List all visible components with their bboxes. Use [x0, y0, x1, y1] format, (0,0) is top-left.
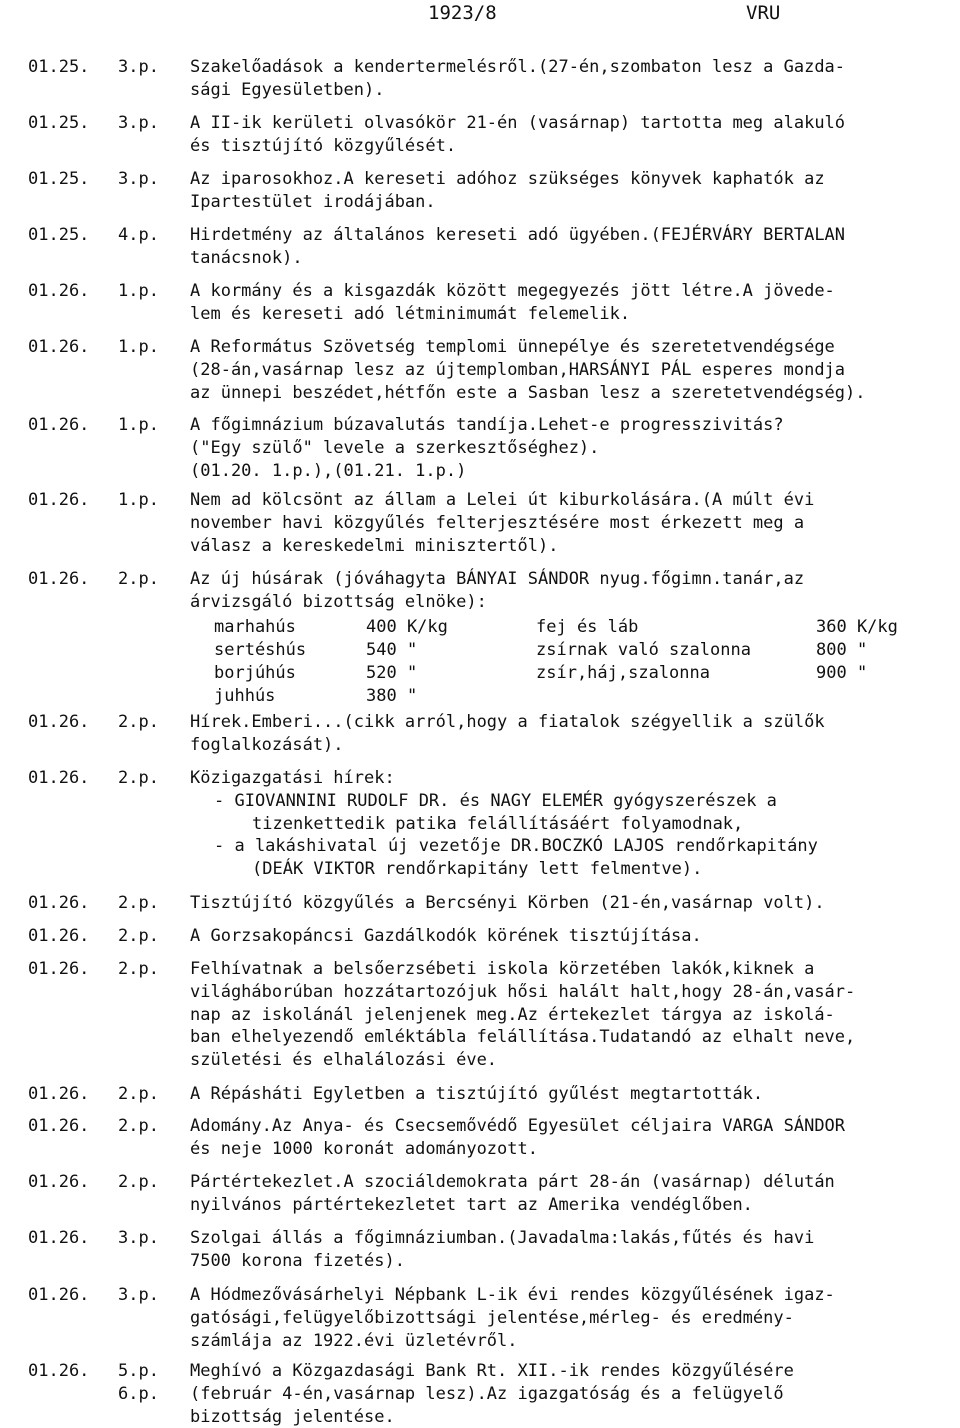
- entry-line: A főgimnázium búzavalutás tandíja.Lehet-e progresszivitás?: [190, 415, 784, 435]
- entry-page: 1.p.: [118, 281, 159, 301]
- entry-date: 01.26.: [28, 337, 90, 357]
- entry-page: 2.p.: [118, 1116, 159, 1136]
- entry-line: A Hódmezővásárhelyi Népbank L-ik évi rendes közgyűlésének igaz-: [190, 1285, 835, 1305]
- entry-date: 01.25.: [28, 169, 90, 189]
- entry-text: [190, 925, 956, 948]
- entry-text: [190, 1083, 956, 1106]
- entry-line: A kormány és a kisgazdák között megegyezés jött létre.A jövede-: [190, 281, 835, 301]
- entry-page: 2.p.: [118, 926, 159, 946]
- entry-line: válasz a kereskedelmi minisztertől).: [190, 535, 559, 556]
- entry-text: [190, 767, 956, 881]
- price-item: fej és láb: [536, 616, 639, 637]
- entry-line: és tisztújító közgyűlését.: [190, 135, 457, 156]
- entry-line: Hirdetmény az általános kereseti adó ügyében.(FEJÉRVÁRY BERTALAN: [190, 225, 846, 245]
- entry-line: (február 4-én,vasárnap lesz).Az igazgatóság és a felügyelő: [190, 1383, 784, 1404]
- entry-line: az ünnepi beszédet,hétfőn este a Sasban lesz a szeretetvendégség).: [190, 382, 866, 403]
- entry-text: [190, 489, 956, 557]
- entry-line: Szakelőadások a kendertermelésről.(27-én,szombaton lesz a Gazda-: [190, 57, 846, 77]
- entry-line: Az új húsárak (jóváhagyta BÁNYAI SÁNDOR nyug.főgimn.tanár,az: [190, 569, 805, 589]
- entry-line: számlája az 1922.évi üzletévről.: [190, 1330, 518, 1351]
- document-reference: 1923/8: [428, 2, 497, 24]
- entry-line: világháborúban hozzátartozójuk hősi halált halt,hogy 28-án,vasár-: [190, 981, 856, 1002]
- news-item-continuation: (DEÁK VIKTOR rendőrkapitány lett felmentve).: [252, 859, 703, 880]
- price-item: marhahús: [214, 616, 296, 637]
- news-item: - a lakáshivatal új vezetője DR.BOCZKÓ LAJOS rendőrkapitány: [214, 836, 818, 857]
- entry-text: [190, 336, 956, 404]
- entry-page: 2.p.: [118, 712, 159, 732]
- entry-page: 3.p.: [118, 57, 159, 77]
- entry-text: [190, 224, 956, 270]
- entry-page: 2.p.: [118, 569, 159, 589]
- archive-code: VRU: [746, 2, 781, 24]
- entry-page: 2.p.: [118, 959, 159, 979]
- entry-page: 2.p.: [118, 768, 159, 788]
- entry-line: Az iparosokhoz.A kereseti adóhoz szükséges könyvek kaphatók az: [190, 169, 825, 189]
- entry-date: 01.25.: [28, 113, 90, 133]
- entry-text: [190, 568, 956, 708]
- entry-text: [190, 414, 956, 482]
- entry-text: [190, 168, 956, 214]
- entry-date: 01.26.: [28, 926, 90, 946]
- price-value: 800 ": [816, 639, 868, 660]
- news-item-continuation: tizenkettedik patika felállításáért folyamodnak,: [252, 813, 744, 834]
- entry-line: és neje 1000 koronát adományozott.: [190, 1138, 538, 1159]
- entry-line: Pártértekezlet.A szociáldemokrata párt 28-án (vasárnap) délután: [190, 1172, 835, 1192]
- page-header: [0, 2, 960, 28]
- entry-line: (01.20. 1.p.),(01.21. 1.p.): [190, 460, 467, 481]
- entry-date: 01.26.: [28, 768, 90, 788]
- entry-date: 01.25.: [28, 57, 90, 77]
- entry-line: ("Egy szülő" levele a szerkesztőséghez).: [190, 437, 600, 458]
- entry-text: [190, 892, 956, 915]
- price-item: borjúhús: [214, 662, 296, 683]
- price-item: juhhús: [214, 685, 276, 706]
- entry-date: 01.26.: [28, 1116, 90, 1136]
- entry-date: 01.26.: [28, 1228, 90, 1248]
- price-value: 380 ": [366, 685, 418, 706]
- entry-date: 01.26.: [28, 1361, 90, 1381]
- meat-price-table: [190, 616, 956, 708]
- entry-page: 1.p.: [118, 415, 159, 435]
- entry-date: 01.25.: [28, 225, 90, 245]
- price-value: 540 ": [366, 639, 418, 660]
- entry-line: A Református Szövetség templomi ünnepélye és szeretetvendégsége: [190, 337, 835, 357]
- entry-text: [190, 1360, 956, 1428]
- entry-page: 2.p.: [118, 1172, 159, 1192]
- entry-page: 2.p.: [118, 893, 159, 913]
- entry-text: [190, 958, 956, 1072]
- entry-line: bizottság jelentése.: [190, 1406, 395, 1427]
- entry-text: [190, 1115, 956, 1161]
- entry-text: [190, 1284, 956, 1352]
- entry-page: 3.p.: [118, 1285, 159, 1305]
- entry-line: A II-ik kerületi olvasókör 21-én (vasárnap) tartotta meg alakuló: [190, 113, 846, 133]
- entry-line: Ipartestület irodájában.: [190, 191, 436, 212]
- price-item: zsírnak való szalonna: [536, 639, 751, 660]
- entry-text: [190, 711, 956, 757]
- entry-page: 3.p.: [118, 1228, 159, 1248]
- entry-line: nyilvános pártértekezletet tart az Amerika vendéglőben.: [190, 1194, 753, 1215]
- entry-date: 01.26.: [28, 281, 90, 301]
- entry-date: 01.26.: [28, 415, 90, 435]
- entry-page: 2.p.: [118, 1084, 159, 1104]
- entry-page: 3.p.: [118, 169, 159, 189]
- entry-line: lem és kereseti adó létminimumát felemelik.: [190, 303, 631, 324]
- entry-date: 01.26.: [28, 490, 90, 510]
- price-value: 520 ": [366, 662, 418, 683]
- price-value: 360 K/kg: [816, 616, 898, 637]
- entry-line: árvizsgáló bizottság elnöke):: [190, 591, 487, 612]
- entry-line: Hírek.Emberi...(cikk arról,hogy a fiatalok szégyellik a szülők: [190, 712, 825, 732]
- entry-line: Tisztújító közgyűlés a Bercsényi Körben (21-én,vasárnap volt).: [190, 893, 825, 913]
- price-value: 900 ": [816, 662, 868, 683]
- price-item: sertéshús: [214, 639, 307, 660]
- entry-date: 01.26.: [28, 893, 90, 913]
- entry-line: A Gorzsakopáncsi Gazdálkodók körének tisztújítása.: [190, 926, 702, 946]
- entry-line: ban elhelyezendő emléktábla felállítása.Tudatandó az elhalt neve,: [190, 1027, 856, 1048]
- price-item: zsír,háj,szalonna: [536, 662, 710, 683]
- entry-line: Nem ad kölcsönt az állam a Lelei út kiburkolására.(A múlt évi: [190, 490, 815, 510]
- entry-page: 4.p.: [118, 225, 159, 245]
- entry-page: 1.p.: [118, 490, 159, 510]
- entry-line: Szolgai állás a főgimnáziumban.(Javadalma:lakás,fűtés és havi: [190, 1228, 815, 1248]
- entry-line: tanácsnok).: [190, 247, 303, 268]
- entry-line: gatósági,felügyelőbizottsági jelentése,mérleg- és eredmény-: [190, 1307, 794, 1328]
- entry-date: 01.26.: [28, 959, 90, 979]
- entry-date: 01.26.: [28, 1084, 90, 1104]
- entry-line: 7500 korona fizetés).: [190, 1250, 405, 1271]
- entry-line: Közigazgatási hírek:: [190, 768, 395, 788]
- entry-date: 01.26.: [28, 569, 90, 589]
- price-value: 400 K/kg: [366, 616, 448, 637]
- entry-line: sági Egyesületben).: [190, 79, 385, 100]
- entry-text: [190, 1171, 956, 1217]
- entry-line: (28-án,vasárnap lesz az újtemplomban,HARSÁNYI PÁL esperes mondja: [190, 359, 846, 380]
- entry-text: [190, 280, 956, 326]
- entry-line: Felhívatnak a belsőerzsébeti iskola körzetében lakók,kiknek a: [190, 959, 815, 979]
- entry-date: 01.26.: [28, 1172, 90, 1192]
- entry-line: születési és elhalálozási éve.: [190, 1050, 498, 1071]
- entry-line: Meghívó a Közgazdasági Bank Rt. XII.-ik rendes közgyűlésére: [190, 1361, 794, 1381]
- entry-line: A Répásháti Egyletben a tisztújító gyűlést megtartották.: [190, 1084, 764, 1104]
- entry-date: 01.26.: [28, 1285, 90, 1305]
- entry-text: [190, 1227, 956, 1273]
- entry-page: 1.p.: [118, 337, 159, 357]
- news-item: - GIOVANNINI RUDOLF DR. és NAGY ELEMÉR gyógyszerészek a: [214, 790, 777, 811]
- entry-date: 01.26.: [28, 712, 90, 732]
- entry-text: [190, 112, 956, 158]
- entry-line: november havi közgyűlés felterjesztésére most érkezett meg a: [190, 512, 805, 533]
- entry-line: nap az iskolánál jelenjenek meg.Az értekezlet tárgya az iskolá-: [190, 1004, 835, 1025]
- entry-page: 5.p. 6.p.: [118, 1361, 159, 1404]
- entry-page: 3.p.: [118, 113, 159, 133]
- entry-line: foglalkozását).: [190, 734, 344, 755]
- entry-text: [190, 56, 956, 102]
- entry-line: Adomány.Az Anya- és Csecsemővédő Egyesület céljaira VARGA SÁNDOR: [190, 1116, 846, 1136]
